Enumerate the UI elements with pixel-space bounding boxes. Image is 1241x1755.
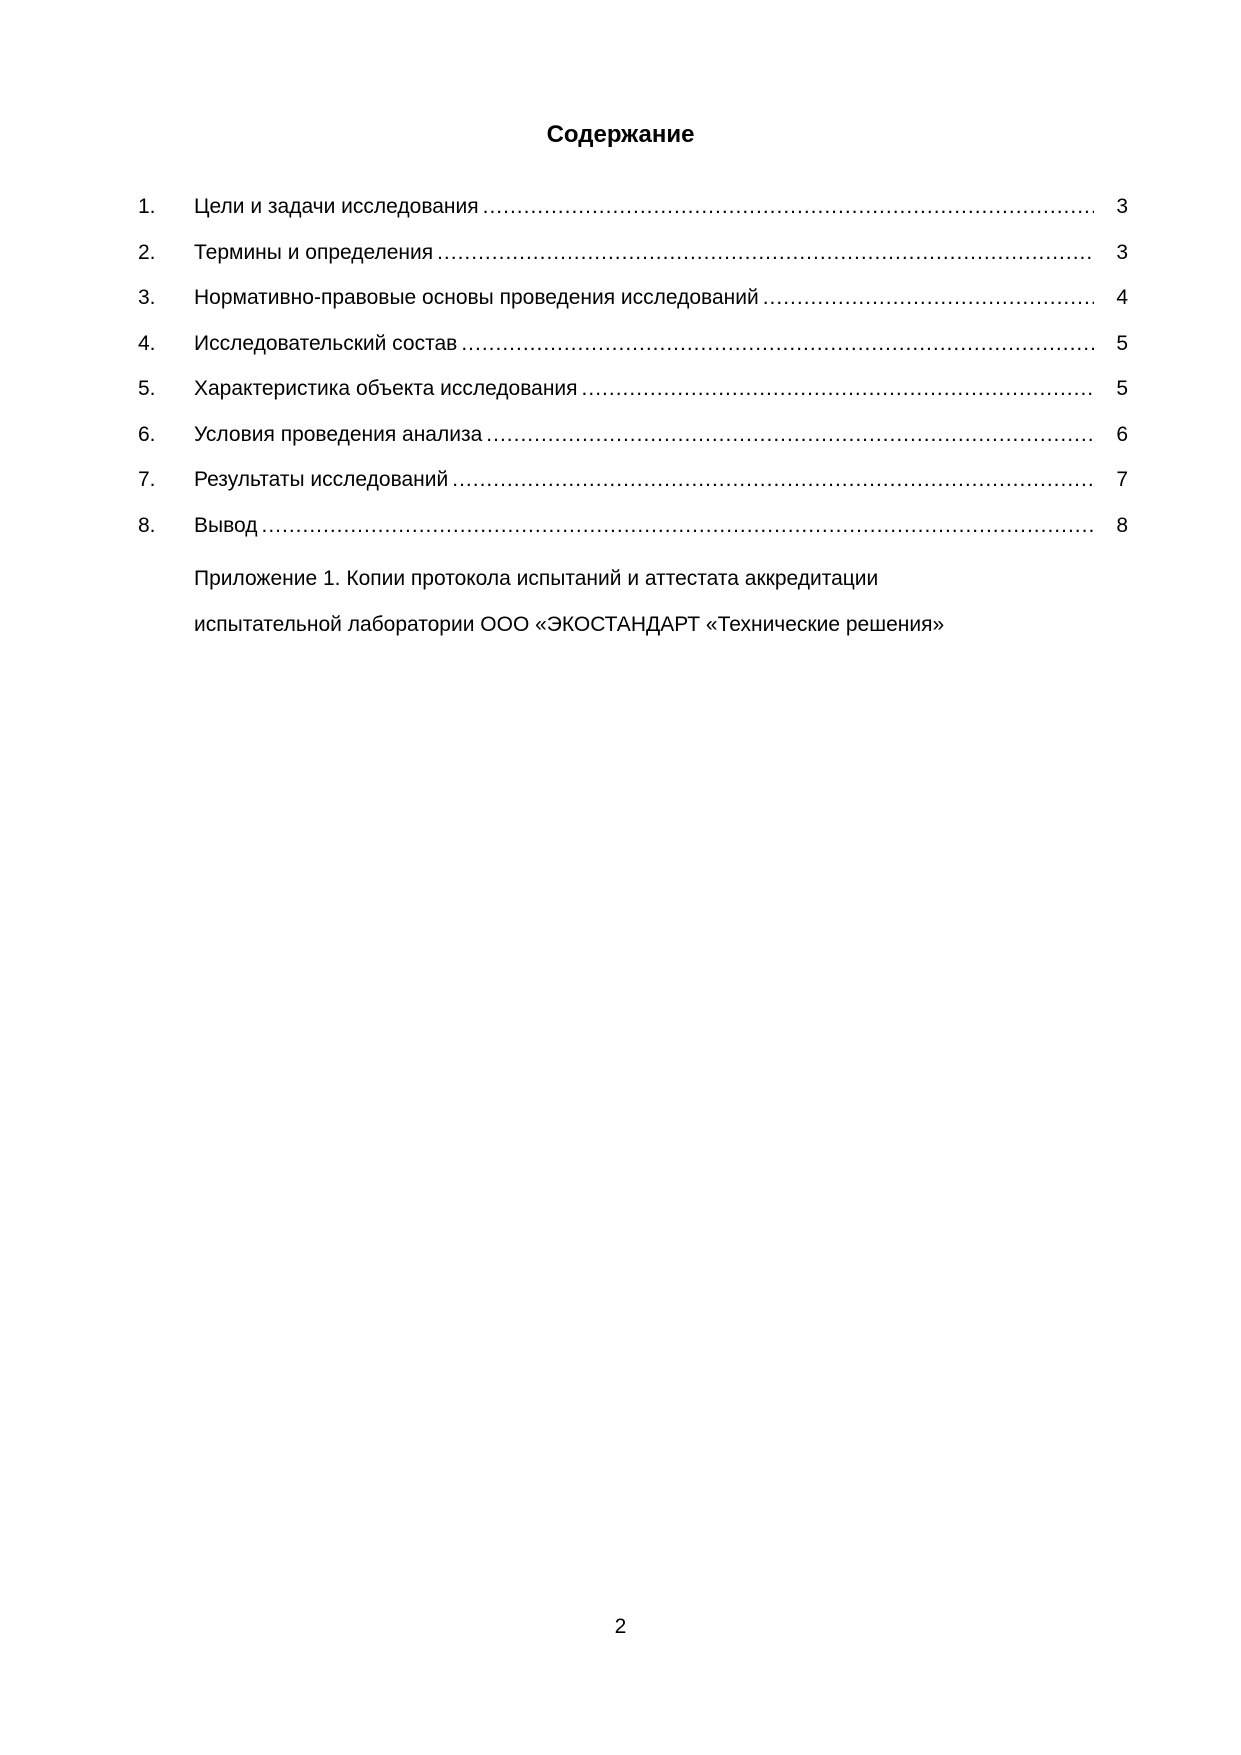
table-of-contents [138,192,1128,556]
toc-entry-number: 5. [138,377,156,400]
dot-leader [461,329,1094,359]
toc-entry[interactable] [138,374,1128,420]
dot-leader [763,283,1094,313]
dot-leader [483,192,1094,222]
appendix-line-1: Приложение 1. Копии протокола испытаний и аттестата аккредитации [194,567,879,590]
toc-entry[interactable] [138,465,1128,511]
toc-entry-page: 8 [1116,513,1128,537]
toc-entry-page: 4 [1116,286,1128,309]
toc-entry-title: Нормативно-правовые основы проведения исследований [194,286,759,309]
toc-entry-page: 6 [1116,422,1128,446]
toc-entry-leader [194,420,1094,450]
appendix-entry[interactable] [194,556,1114,648]
toc-entry[interactable] [138,511,1128,557]
toc-entry-page: 3 [1116,240,1128,264]
toc-entry-leader [194,238,1094,268]
toc-entry[interactable] [138,329,1128,375]
toc-entry-number: 6. [138,422,156,446]
page-number: 2 [614,1615,627,1638]
toc-entry[interactable] [138,192,1128,238]
toc-entry-title: Результаты исследований [194,468,449,491]
toc-entry-title: Вывод [194,513,258,537]
toc-entry-page: 3 [1116,195,1128,218]
toc-entry-leader [194,329,1094,359]
toc-entry-number: 4. [138,331,156,355]
toc-entry-number: 3. [138,286,156,309]
toc-entry-title: Термины и определения [194,240,434,264]
toc-heading: Содержание [546,121,695,148]
toc-entry-leader [194,374,1094,404]
toc-entry-leader [194,283,1094,313]
toc-entry-title: Цели и задачи исследования [194,195,479,218]
toc-entry-number: 7. [138,468,156,491]
toc-entry-page: 5 [1116,331,1128,355]
toc-entry-number: 8. [138,513,156,537]
toc-entry[interactable] [138,420,1128,466]
toc-entry-leader [194,511,1094,541]
dot-leader [437,238,1094,268]
toc-entry-leader [194,465,1094,495]
toc-entry-page: 5 [1116,377,1128,400]
dot-leader [582,374,1094,404]
toc-entry-number: 2. [138,240,156,264]
toc-entry-title: Условия проведения анализа [194,422,483,446]
toc-entry[interactable] [138,283,1128,329]
toc-entry-leader [194,192,1094,222]
toc-entry-title: Исследовательский состав [194,331,458,355]
appendix-line-2: испытательной лаборатории ООО «ЭКОСТАНДАРТ «Технические решения» [194,613,945,636]
toc-entry-number: 1. [138,195,156,218]
dot-leader [262,511,1095,541]
toc-entry-page: 7 [1116,468,1128,491]
dot-leader [452,465,1094,495]
toc-entry-title: Характеристика объекта исследования [194,377,578,400]
dot-leader [486,420,1094,450]
toc-entry[interactable] [138,238,1128,284]
